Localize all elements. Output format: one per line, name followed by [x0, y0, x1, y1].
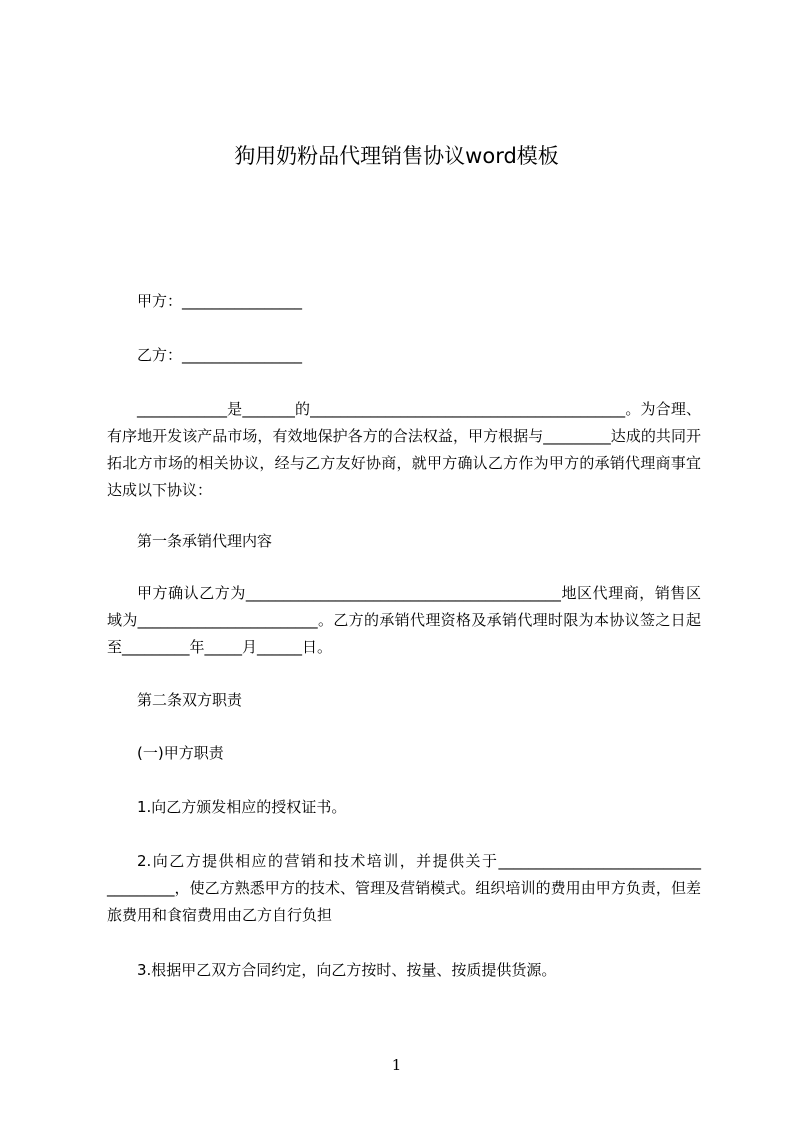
section-1-heading: (一)甲方职责	[137, 744, 224, 762]
list-item-1: 1.向乙方颁发相应的授权证书。	[137, 798, 347, 816]
article-1-paragraph: 甲方确认乙方为__________________________________________地区代理商，销售区域为________________________。乙方的承销代理资格及承销代理时限为本协议签之日起至_________年_____月______日。	[107, 584, 701, 656]
list-item-2: 2.向乙方提供相应的营销和技术培训，并提供关于___________________________ _________，使乙方熟悉甲方的技术、管理及营销模式。组织培训的费用由甲方负责，但差旅费用和食宿费用由乙方自行负担	[107, 852, 701, 924]
page-number: 1	[391, 1056, 402, 1074]
party-b-line: 乙方：________________	[137, 346, 303, 364]
document-title: 狗用奶粉品代理销售协议word模板	[234, 144, 559, 168]
intro-paragraph: ____________是_______的__________________________________________。为合理、有序地开发该产品市场，有效地保护各方的合法权益，甲方根据与_________达成的共同开拓北方市场的相关协议，经与乙方友好协商，就甲方确认乙方作为甲方的承销代理商事宜达成以下协议：	[107, 400, 701, 499]
article-1-heading: 第一条承销代理内容	[137, 532, 273, 550]
party-a-line: 甲方：________________	[137, 292, 303, 310]
list-item-3: 3.根据甲乙双方合同约定，向乙方按时、按量、按质提供货源。	[137, 961, 557, 979]
article-2-heading: 第二条双方职责	[137, 691, 243, 709]
